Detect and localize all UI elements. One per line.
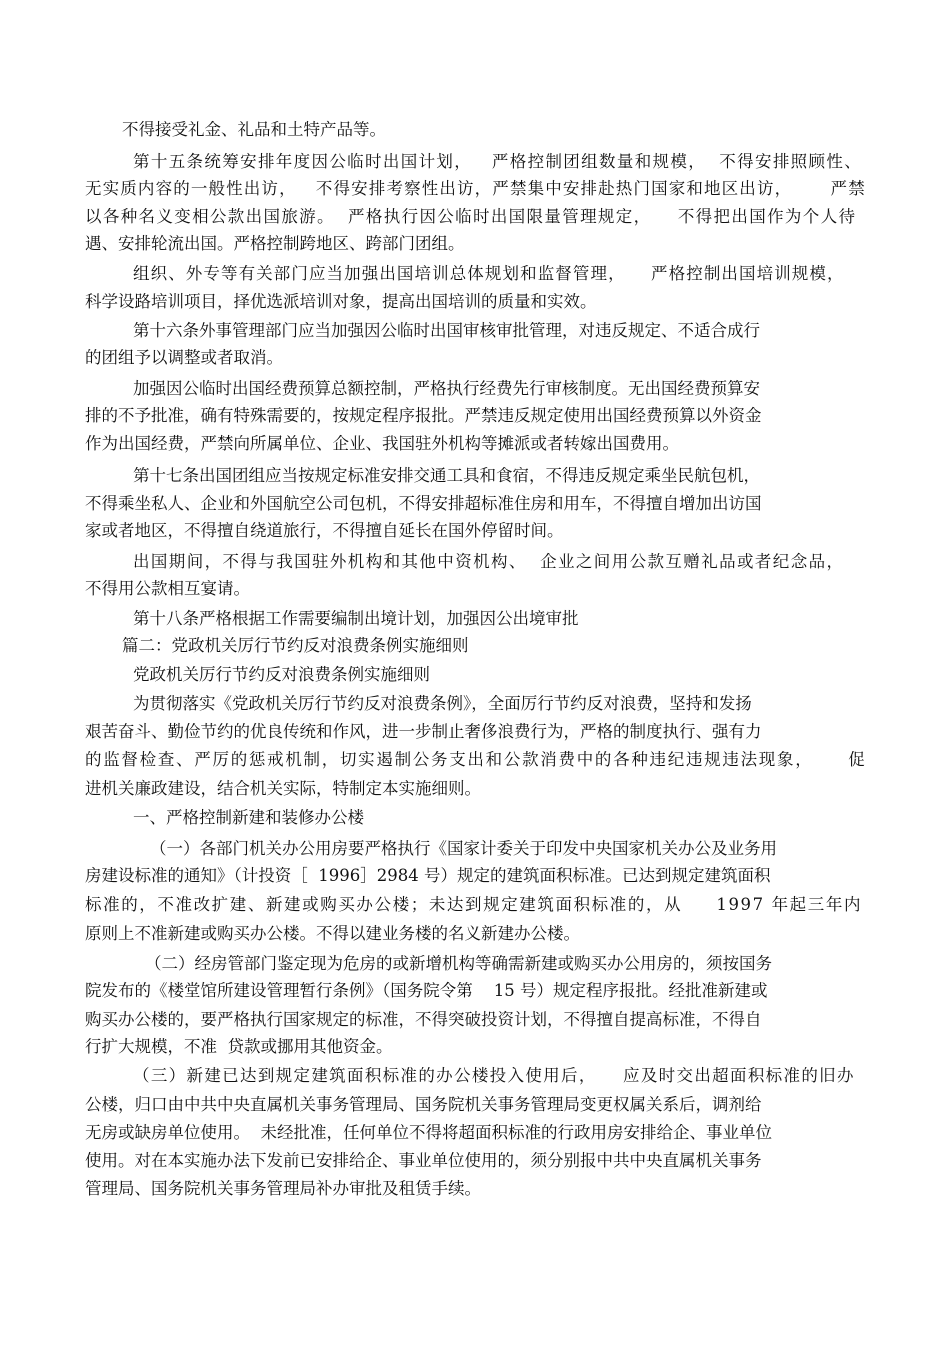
text-line: 的团组予以调整或者取消。 [85,348,283,367]
text-line: 使用。对在本实施办法下发前已安排给企、事业单位使用的，须分别报中共中央直属机关事务 [85,1151,762,1170]
text-line: 家或者地区，不得擅自绕道旅行，不得擅自延长在国外停留时间。 [85,521,564,540]
text-line: 一、严格控制新建和装修办公楼 [133,808,364,827]
text-line: 进机关廉政建设，结合机关实际，特制定本实施细则。 [85,779,481,798]
text-line: 科学设路培训项目，择优选派培训对象，提高出国培训的质量和实效。 [85,292,597,311]
text-line: 作为出国经费，严禁向所属单位、企业、我国驻外机构等摊派或者转嫁出国费用。 [85,434,679,453]
text-line: 第十五条统筹安排年度因公临时出国计划， 严格控制团组数量和规模， 不得安排照顾性、 [133,152,863,171]
text-line: 管理局、国务院机关事务管理局补办审批及租赁手续。 [85,1179,481,1198]
text-line: 不得乘坐私人、企业和外国航空公司包机，不得安排超标准住房和用车，不得擅自增加出访国 [85,494,762,513]
text-line: 不得接受礼金、礼品和土特产品等。 [122,120,386,139]
text-line: 加强因公临时出国经费预算总额控制，严格执行经费先行审核制度。无出国经费预算安 [133,379,760,398]
text-line: （二）经房管部门鉴定现为危房的或新增机构等确需新建或购买办公用房的，须按国务 [145,954,772,973]
text-line: 第十七条出国团组应当按规定标准安排交通工具和食宿，不得违反规定乘坐民航包机， [133,466,760,485]
text-line: 标准的，不准改扩建、新建或购买办公楼；未达到规定建筑面积标准的，从 1997 年起三年内 [85,895,863,914]
text-line: 房建设标准的通知》（计投资［ 1996］2984 号）规定的建筑面积标准。已达到规定建筑面积 [85,866,771,885]
text-line: 组织、外专等有关部门应当加强出国培训总体规划和监督管理， 严格控制出国培训规模， [133,264,845,283]
text-line: 行扩大规模，不准 贷款或挪用其他资金。 [85,1037,393,1056]
text-line: 第十八条严格根据工作需要编制出境计划，加强因公出境审批 [133,609,579,628]
text-line: 购买办公楼的，要严格执行国家规定的标准，不得突破投资计划，不得擅自提高标准，不得自 [85,1010,762,1029]
text-line: 党政机关厉行节约反对浪费条例实施细则 [133,665,430,684]
text-line: （一）各部门机关办公用房要严格执行《国家计委关于印发中央国家机关办公及业务用 [150,839,777,858]
text-line: 公楼，归口由中共中央直属机关事务管理局、国务院机关事务管理局变更权属关系后，调剂给 [85,1095,762,1114]
text-line: 院发布的《楼堂馆所建设管理暂行条例》（国务院令第 15 号）规定程序报批。经批准新建或 [85,981,768,1000]
text-line: 原则上不准新建或购买办公楼。不得以建业务楼的名义新建办公楼。 [85,924,580,943]
text-line: 无实质内容的一般性出访， 不得安排考察性出访，严禁集中安排赴热门国家和地区出访， 严禁 [85,179,866,198]
text-line: 第十六条外事管理部门应当加强因公临时出国审核审批管理，对违反规定、不适合成行 [133,321,760,340]
text-line: 的监督检查、严厉的惩戒机制，切实遏制公务支出和公款消费中的各种违纪违规违法现象， 促 [85,750,867,769]
text-line: 遇、安排轮流出国。严格控制跨地区、跨部门团组。 [85,234,465,253]
text-line: 为贯彻落实《党政机关厉行节约反对浪费条例》，全面厉行节约反对浪费，坚持和发扬 [133,694,752,713]
text-line: 无房或缺房单位使用。 未经批准，任何单位不得将超面积标准的行政用房安排给企、事业单位 [85,1123,772,1142]
text-line: 篇二：党政机关厉行节约反对浪费条例实施细则 [122,636,469,655]
text-line: 不得用公款相互宴请。 [85,579,250,598]
text-line: 排的不予批准，确有特殊需要的，按规定程序报批。严禁违反规定使用出国经费预算以外资金 [85,406,762,425]
text-line: 艰苦奋斗、勤俭节约的优良传统和作风，进一步制止奢侈浪费行为，严格的制度执行、强有力 [85,722,762,741]
text-line: 以各种名义变相公款出国旅游。 严格执行因公临时出国限量管理规定， 不得把出国作为个人待 [85,207,857,226]
text-line: （三）新建已达到规定建筑面积标准的办公楼投入使用后， 应及时交出超面积标准的旧办 [133,1066,855,1085]
text-line: 出国期间，不得与我国驻外机构和其他中资机构、 企业之间用公款互赠礼品或者纪念品， [133,552,845,571]
